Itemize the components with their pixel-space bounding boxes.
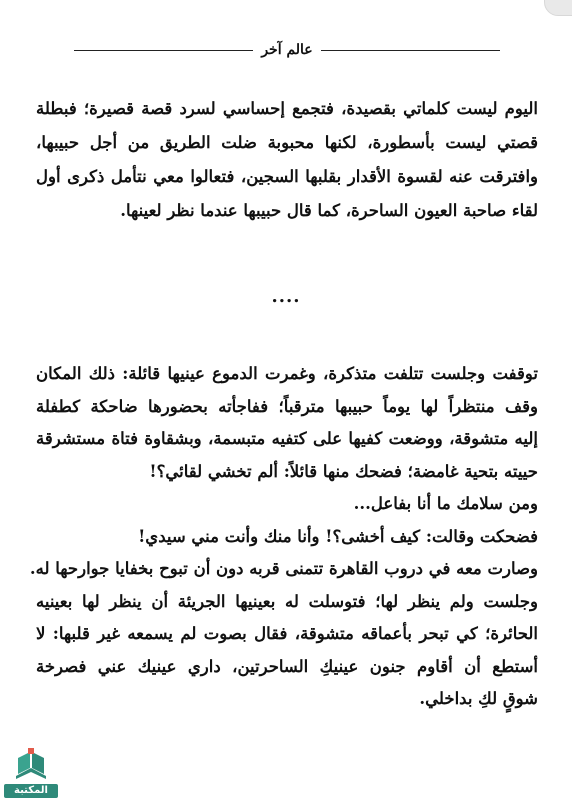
text-line: فضحكت وقالت: كيف أخشى؟! وأنا منك وأنت مني سيدي! <box>138 526 538 546</box>
text-line: وجلست ولم ينظر لها؛ فتوسلت له بعينيها الجريئة أن ينظر لها بعينيه <box>36 591 538 611</box>
text-line: وصارت معه في دروب القاهرة تتمنى قربه دون أن تبوح بخفايا جوارحها له. <box>29 559 538 578</box>
library-logo <box>4 746 58 798</box>
text-line: وافترقت عنه لقسوة الأقدار بقلبها السجين، فتعالوا معي نتأمل ذكرى أول <box>36 167 538 186</box>
page-corner-decoration <box>544 0 572 16</box>
header-rule-left <box>74 50 253 51</box>
section-separator: .... <box>271 286 301 307</box>
text-line: اليوم ليست كلماتي بقصيدة، فتجمع إحساسي لسرد قصة قصيرة؛ فبطلة <box>36 99 538 118</box>
text-line: قصتي ليست بأسطورة، لكنها محبوبة ضلت الطريق من أجل حبيبها، <box>36 133 538 152</box>
library-book-icon <box>12 746 50 784</box>
text-line: وقف منتظراً لها يوماً حبيبها مترقباً؛ ففاجأته بحضورها ضاحكة كطفلة <box>36 396 538 416</box>
text-line: إليه متشوقة، ووضعت كفيها على كتفيه متبسمة، وبشقاوة فتاة مستشرقة <box>36 429 538 448</box>
paragraph-2 <box>29 358 538 716</box>
paragraph-1 <box>36 92 538 228</box>
text-line: لقاء صاحبة العيون الساحرة، كما قال حبيبها عندما نظر لعينها. <box>120 201 538 220</box>
header-rule-right <box>321 50 500 51</box>
chapter-title: عالم آخر <box>261 42 313 58</box>
text-line: توقفت وجلست تتلفت متذكرة، وغمرت الدموع عينيها قائلة: ذلك المكان <box>36 364 538 383</box>
running-header <box>74 38 500 62</box>
text-line: حييته بتحية غامضة؛ فضحك منها قائلاً: ألم تخشي لقائي؟! <box>149 461 538 481</box>
text-line: شوقٍ لكِ بداخلي. <box>419 689 538 708</box>
text-line: أستطع أن أقاوم جنون عينيكِ الساحرتين، داري عينيك عني فصرخة <box>36 656 538 676</box>
library-logo-text: المكتبة <box>4 784 58 798</box>
text-line: ومن سلامك ما أنا بفاعل... <box>353 494 538 513</box>
text-line: الحائرة؛ كي تبحر بأعماقه متشوقة، فقال بصوت لم يسمعه غير قلبها: لا <box>36 624 538 643</box>
